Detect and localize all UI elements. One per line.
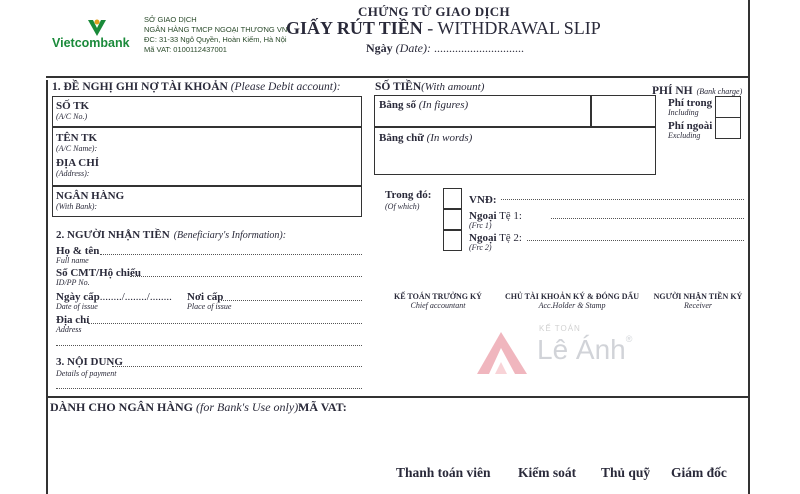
acct-no-label-en: (A/C No.) bbox=[56, 112, 88, 121]
fee-excluding bbox=[668, 121, 712, 141]
branch-name: SỞ GIAO DỊCH bbox=[144, 15, 197, 24]
vietcombank-logo bbox=[52, 18, 142, 56]
watermark-name-text: Lê Ánh bbox=[537, 334, 626, 365]
account-divider-2 bbox=[53, 185, 361, 187]
of-which-text: Trong đó: bbox=[385, 189, 432, 201]
address-label-en: (Address): bbox=[56, 169, 90, 178]
frc1-checkbox[interactable] bbox=[443, 209, 462, 230]
fee-title-en: (Bank charge) bbox=[696, 87, 743, 96]
acct-no-label: SỐ TK bbox=[56, 100, 90, 112]
words-label-en: (In words) bbox=[426, 132, 473, 144]
fee-including-label-en: Including bbox=[668, 108, 699, 117]
details-row[interactable] bbox=[56, 357, 362, 391]
frc2-label-en: (Frc 2) bbox=[469, 243, 492, 252]
sig-holder bbox=[497, 292, 647, 310]
title-vn: GIẤY RÚT TIỀN bbox=[286, 18, 423, 38]
watermark-top: KẾ TOÁN bbox=[539, 324, 581, 333]
fee-including bbox=[668, 98, 712, 118]
section3-title: 3. NỘI DUNG bbox=[56, 356, 123, 368]
issue-date-label: Ngày cấp bbox=[56, 291, 100, 303]
watermark-logo-icon bbox=[475, 326, 531, 376]
doc-type: CHỨNG TỪ GIAO DỊCH bbox=[358, 4, 510, 19]
bank-full-name: NGÂN HÀNG TMCP NGOẠI THƯƠNG VN bbox=[144, 25, 288, 34]
account-box bbox=[52, 96, 362, 217]
fee-excluding-label-en: Excluding bbox=[668, 131, 701, 140]
id-label-en: ID/PP No. bbox=[56, 278, 90, 287]
issue-place-line bbox=[221, 300, 362, 301]
frc2-line bbox=[527, 240, 744, 241]
addr-line-2 bbox=[56, 345, 362, 346]
bank-tax-code: Mã VAT: 0100112437001 bbox=[144, 45, 227, 54]
id-line bbox=[130, 276, 362, 277]
frc2-label: Ngoại bbox=[469, 232, 497, 244]
left-border bbox=[46, 80, 48, 494]
bank-use-title bbox=[50, 400, 302, 415]
sig-receiver bbox=[650, 292, 746, 310]
frc1-label: Ngoại bbox=[469, 210, 497, 222]
vietcombank-logo-icon bbox=[86, 18, 108, 38]
figures-label-en: (In figures) bbox=[418, 99, 469, 111]
amount-title-text: SỐ TIỀN bbox=[375, 81, 422, 93]
bank-field[interactable] bbox=[56, 190, 124, 211]
section2-title bbox=[56, 225, 286, 243]
fee-including-checkbox[interactable] bbox=[715, 96, 741, 118]
name-line bbox=[100, 254, 362, 255]
section2-title-text: 2. NGƯỜI NHẬN TIỀN bbox=[56, 229, 170, 241]
amount-box bbox=[374, 95, 656, 175]
name-label-en: Full name bbox=[56, 256, 89, 265]
watermark-name bbox=[537, 334, 632, 366]
sig-chief-label: KẾ TOÁN TRƯỞNG KÝ bbox=[394, 292, 482, 301]
bank-label-en: (With Bank): bbox=[56, 202, 98, 211]
fee-including-label: Phí trong bbox=[668, 97, 713, 109]
issue-place-label: Nơi cấp bbox=[187, 291, 224, 303]
amount-vdivider bbox=[590, 96, 592, 126]
bank-use-title-en: (for Bank's Use only): bbox=[196, 400, 303, 414]
amount-figures-field[interactable] bbox=[379, 99, 468, 111]
id-label: Số CMT/Hộ chiếu bbox=[56, 267, 141, 279]
fee-excluding-checkbox[interactable] bbox=[715, 117, 741, 139]
addr-label: Địa chỉ bbox=[56, 314, 90, 326]
cashier-label: Thủ quỹ bbox=[601, 465, 651, 480]
watermark-reg: ® bbox=[625, 334, 633, 344]
date-label: Ngày bbox=[366, 41, 393, 55]
date-label-en: (Date): bbox=[395, 41, 431, 55]
amount-words-field[interactable] bbox=[379, 132, 472, 144]
address-label: ĐỊA CHỈ bbox=[56, 157, 100, 169]
amount-title-en: (With amount) bbox=[421, 81, 485, 93]
issue-date-slashes: ......../......../........ bbox=[99, 291, 172, 303]
details-line-2 bbox=[56, 388, 362, 389]
addr-label-en: Address bbox=[56, 325, 82, 334]
vnd-line bbox=[501, 199, 744, 200]
issue-place-label-en: Place of issue bbox=[187, 302, 232, 311]
frc1-label-en: (Frc 1) bbox=[469, 221, 492, 230]
director-label: Giám đốc bbox=[671, 465, 727, 480]
teller-label: Thanh toán viên bbox=[396, 465, 491, 480]
frc2-checkbox[interactable] bbox=[443, 230, 462, 251]
vnd-label: VNĐ: bbox=[469, 194, 497, 206]
sig-receiver-label: NGƯỜI NHẬN TIỀN KÝ bbox=[653, 292, 743, 301]
frc1-line bbox=[551, 218, 744, 219]
figures-label: Bằng số bbox=[379, 99, 416, 111]
vnd-checkbox[interactable] bbox=[443, 188, 462, 209]
bank-info bbox=[144, 15, 287, 55]
issue-date-label-en: Date of issue bbox=[56, 302, 98, 311]
supervisor-label: Kiểm soát bbox=[518, 465, 577, 480]
acct-name-label: TÊN TK bbox=[56, 132, 98, 144]
fee-title-text: PHÍ NH bbox=[652, 85, 693, 97]
bank-address: ĐC: 31-33 Ngô Quyền, Hoàn Kiếm, Hà Nội bbox=[144, 35, 287, 44]
date-row bbox=[366, 41, 524, 56]
addr-row[interactable] bbox=[56, 315, 362, 349]
frc2-row[interactable] bbox=[469, 232, 744, 252]
sig-chief-label-en: Chief accountant bbox=[410, 301, 466, 310]
issue-place-row[interactable] bbox=[187, 292, 362, 314]
details-line-1 bbox=[112, 366, 362, 367]
title-en: WITHDRAWAL SLIP bbox=[437, 18, 601, 38]
bank-use-divider bbox=[46, 396, 749, 398]
section2-title-en: (Beneficiary's Information): bbox=[173, 230, 287, 241]
section3-title-en: Details of payment bbox=[56, 369, 117, 378]
address-field[interactable] bbox=[56, 157, 99, 178]
issue-date-row[interactable] bbox=[56, 292, 186, 314]
frc1-label-b: Tệ 1: bbox=[499, 210, 522, 222]
header-divider bbox=[46, 76, 749, 78]
frc1-row[interactable] bbox=[469, 210, 744, 230]
sig-chief bbox=[383, 292, 493, 310]
date-dots: .............................. bbox=[434, 41, 524, 55]
of-which-text-en: (Of which) bbox=[385, 202, 420, 211]
fee-excluding-label: Phí ngoài bbox=[668, 120, 713, 132]
sig-receiver-label-en: Receiver bbox=[684, 301, 712, 310]
title-sep: - bbox=[427, 18, 434, 38]
name-row[interactable] bbox=[56, 246, 362, 268]
name-label: Họ & tên bbox=[56, 245, 100, 257]
bank-label: NGÂN HÀNG bbox=[56, 190, 125, 202]
acct-no-field[interactable] bbox=[56, 100, 89, 121]
frc2-label-b: Tệ 2: bbox=[499, 232, 522, 244]
right-border bbox=[748, 0, 750, 494]
account-divider-1 bbox=[53, 126, 361, 128]
acct-name-label-en: (A/C Name): bbox=[56, 144, 98, 153]
logo-text: Vietcombank bbox=[52, 36, 130, 50]
vnd-row[interactable] bbox=[469, 190, 744, 204]
section1-title bbox=[52, 81, 341, 93]
amount-divider bbox=[375, 126, 655, 128]
watermark bbox=[475, 322, 655, 380]
section1-title-text: 1. ĐỀ NGHỊ GHI NỢ TÀI KHOẢN bbox=[52, 81, 228, 93]
bank-use-title-text: DÀNH CHO NGÂN HÀNG bbox=[50, 400, 193, 414]
amount-title bbox=[375, 81, 484, 93]
acct-name-field[interactable] bbox=[56, 132, 97, 153]
addr-line-1 bbox=[88, 323, 362, 324]
words-label: Bằng chữ bbox=[379, 132, 424, 144]
id-row[interactable] bbox=[56, 268, 362, 290]
vat-label: MÃ VAT: bbox=[298, 400, 347, 414]
page-title bbox=[286, 18, 601, 39]
of-which-label bbox=[385, 190, 431, 212]
section1-title-en: (Please Debit account): bbox=[230, 81, 341, 93]
sig-holder-label-en: Acc.Holder & Stamp bbox=[538, 301, 606, 310]
sig-holder-label: CHỦ TÀI KHOẢN KÝ & ĐÓNG DẤU bbox=[504, 292, 640, 301]
